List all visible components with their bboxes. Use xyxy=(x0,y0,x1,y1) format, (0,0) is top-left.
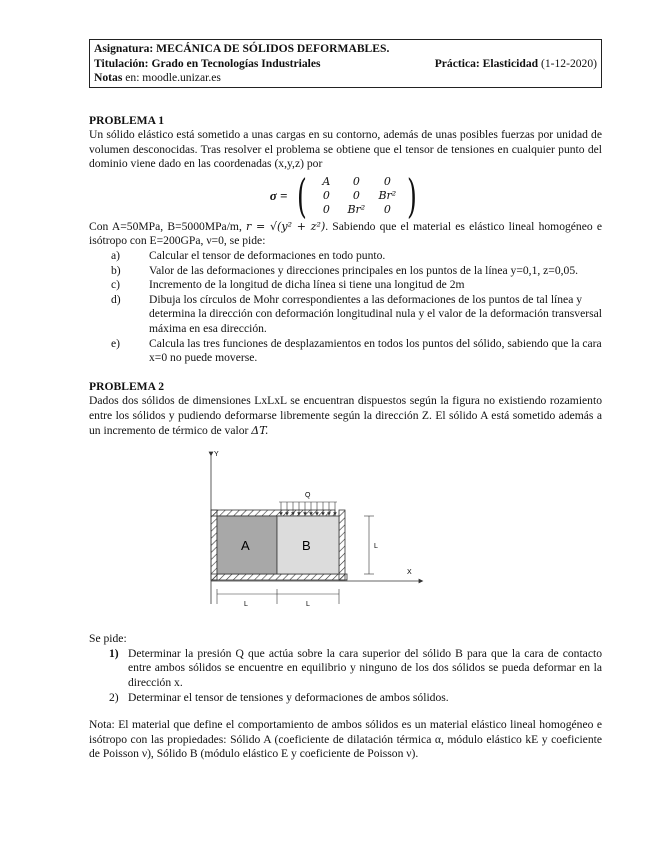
problem2-list xyxy=(89,647,602,705)
stress-matrix xyxy=(293,168,421,223)
practica-value: Elasticidad xyxy=(482,56,539,70)
problem1-title: PROBLEMA 1 xyxy=(89,113,165,127)
support-bottom xyxy=(211,574,347,580)
figure-svg xyxy=(199,444,439,624)
matrix-cell: 0 xyxy=(322,202,330,216)
matrix-grid xyxy=(311,175,403,217)
asignatura-value: MECÁNICA DE SÓLIDOS DEFORMABLES. xyxy=(156,42,390,55)
matrix-cell: A xyxy=(322,174,331,188)
header-box xyxy=(89,39,602,88)
sigma-symbol: σ = xyxy=(269,187,288,203)
header-row-titulacion xyxy=(94,57,597,72)
list-item: 1) Determinar la presión Q que actúa sobre la cara superior del sólido B para que la cara de contacto entre ambos sólidos se encuentre en equilibrio y ninguno de los dos sólidos se pueda deformar en la dirección x. xyxy=(109,646,602,689)
header-row-notas xyxy=(94,71,597,86)
matrix-cell: 0 xyxy=(383,202,391,216)
list-item: c) Incremento de la longitud de dicha línea si tiene una longitud de 2m xyxy=(111,278,465,292)
titulacion-label: Titulación: xyxy=(94,56,149,70)
list-item: d) Dibuja los círculos de Mohr correspondientes a las deformaciones de los puntos de tal línea y determina la dirección con deformación longitudinal nula y el valor de la deformación transversal máxima en esa dirección. xyxy=(111,292,602,336)
y-axis-label: Y xyxy=(214,451,219,459)
list-item: e) Calcula las tres funciones de desplazamientos en todos los puntos del sólido, sabiendo que la cara x=0 no puede moverse. xyxy=(111,336,602,365)
notas-label: Notas xyxy=(94,71,123,84)
problem2-figure xyxy=(199,444,439,624)
matrix-cell: 0 xyxy=(383,174,391,188)
support-left xyxy=(211,510,217,580)
matrix-cell: Br² xyxy=(378,188,397,202)
left-paren: ( xyxy=(297,168,308,223)
problem2-title: PROBLEMA 2 xyxy=(89,379,165,393)
problem1-data xyxy=(89,220,602,249)
problem2-intro: Dados dos sólidos de dimensiones LxLxL se encuentran dispuestos según la figura no existiendo rozamiento entre los sólidos y pudiendo deformarse libremente según la dirección Z. El sólido A está sometido además a un incremento de térmico de valor ΔT. xyxy=(89,394,602,437)
titulacion-value: Grado en Tecnologías Industriales xyxy=(151,56,321,70)
practica-date: (1-12-2020) xyxy=(540,56,597,70)
nota-paragraph: Nota: El material que define el comportamiento de ambos sólidos es un material elástico lineal homogéneo e isótropo con las propiedades: Sólido A (coeficiente de dilatación térmica α, módulo elástico kE y coeficiente de Poisson ν), Sólido B (módulo elástico E y coeficiente de Poisson ν). xyxy=(89,718,602,761)
problem1-intro: Un sólido elástico está sometido a unas cargas en su contorno, además de unas posibles fuerzas por unidad de volumen desconocidas. Tras resolver el problema se obtiene que el tensor de tensiones en cualquier punto del dominio viene dado en las coordenadas (x,y,z) por xyxy=(89,128,602,171)
support-right xyxy=(339,510,345,580)
document-page xyxy=(89,39,602,762)
block-b-label: B xyxy=(302,538,311,554)
notas-value: en: moodle.unizar.es xyxy=(125,71,221,84)
data-post: . Sabiendo que el material es elástico lineal homogéneo e isótropo con E=200GPa, ν=0, se pide: xyxy=(89,219,602,248)
load-label: Q xyxy=(305,492,311,500)
dim-width-a-label: L xyxy=(244,601,248,609)
list-item: 2) Determinar el tensor de tensiones y deformaciones de ambos sólidos. xyxy=(109,690,449,704)
dim-width-b-label: L xyxy=(306,601,310,609)
se-pide: Se pide: xyxy=(89,632,127,646)
problem1-list xyxy=(89,249,602,366)
stress-tensor-equation xyxy=(89,168,602,223)
header-row-asignatura xyxy=(94,42,597,57)
list-item: a) Calcular el tensor de deformaciones en todo punto. xyxy=(111,249,386,263)
block-a-label: A xyxy=(241,538,250,554)
matrix-cell: 0 xyxy=(352,188,360,202)
r-formula: r = √(y² + z²) xyxy=(246,219,326,233)
dim-height-label: L xyxy=(374,543,378,551)
practica-label: Práctica: xyxy=(434,56,480,70)
data-pre: Con A=50MPa, B=5000MPa/m, xyxy=(89,219,242,233)
matrix-cell: 0 xyxy=(322,188,330,202)
right-paren: ) xyxy=(407,168,418,223)
support-top xyxy=(211,510,335,516)
x-axis-label: X xyxy=(407,569,412,577)
list-item: b) Valor de las deformaciones y direcciones principales en los puntos de la línea y=0,1, z=0,05. xyxy=(111,263,579,277)
delta-t: ΔT. xyxy=(251,423,269,437)
matrix-cell: 0 xyxy=(352,174,360,188)
asignatura-label: Asignatura: xyxy=(94,42,154,55)
matrix-cell: Br² xyxy=(347,202,366,216)
